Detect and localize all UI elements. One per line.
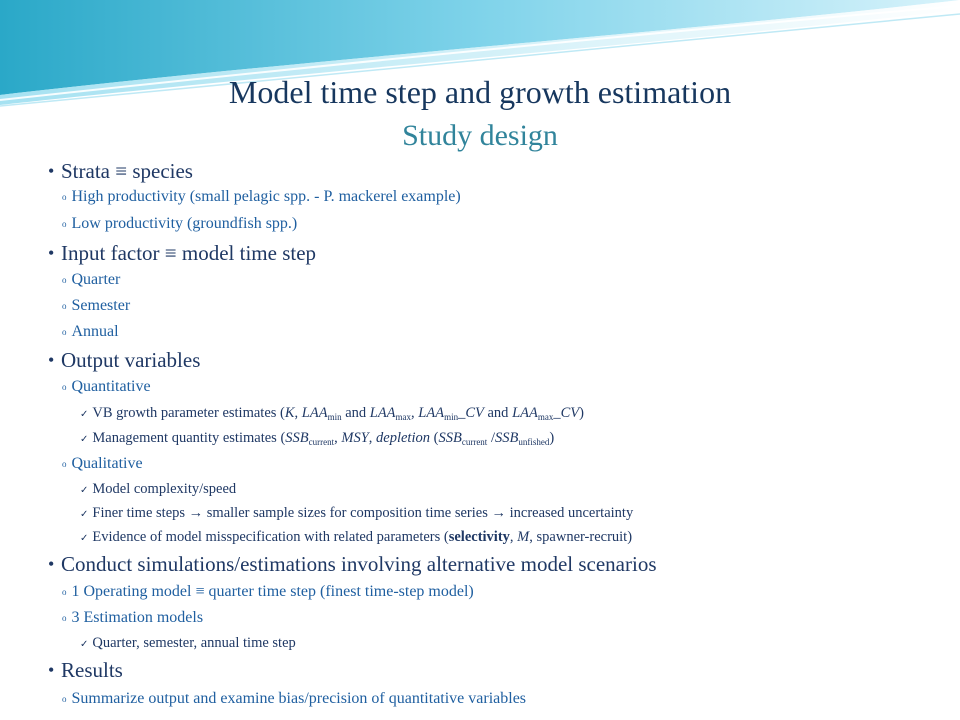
sub-bullet-annual: o Annual <box>62 323 119 340</box>
check-icon: ✓ <box>80 434 89 445</box>
sub-bullet-estimation-models: o 3 Estimation models <box>62 609 204 626</box>
sub-bullet-high-productivity: o High productivity (small pelagic spp. - P. mackerel example) <box>62 188 461 205</box>
check-item-finer-time-steps: ✓ Finer time steps → smaller sample sizes for composition time series → increased uncertainty <box>80 505 634 521</box>
bullet-conduct-simulations: • Conduct simulations/estimations involving alternative model scenarios <box>48 551 657 577</box>
bullet-strata: • Strata ≡ species <box>48 158 193 184</box>
slide-title: Model time step and growth estimation <box>228 74 732 110</box>
check-icon: ✓ <box>80 409 89 420</box>
sub-bullet-low-productivity: o Low productivity (groundfish spp.) <box>62 215 298 232</box>
right-arrow-icon: → <box>188 505 204 521</box>
bullet-input-factor: • Input factor ≡ model time step <box>48 240 316 266</box>
check-item-vb-growth: ✓ VB growth parameter estimates (K, $LAA_{min}$ and $LAA_{max}$, $LAA_{min}\_CV$ and $LAA_{max}\_CV$) <box>80 405 584 422</box>
bullet-output-variables: • Output variables <box>48 347 200 373</box>
bullet-results: • Results <box>48 657 123 683</box>
sub-bullet-qualitative: o Qualitative <box>62 455 143 472</box>
check-icon: ✓ <box>80 639 89 650</box>
check-item-model-misspecification: ✓ Evidence of model misspecification with related parameters (selectivity, M, spawner-recruit) <box>80 529 633 545</box>
check-icon: ✓ <box>80 509 89 520</box>
right-arrow-icon: → <box>491 505 506 521</box>
sub-bullet-quantitative: o Quantitative <box>62 378 151 395</box>
slide-subtitle: Study design <box>402 119 558 152</box>
sub-bullet-semester: o Semester <box>62 297 131 314</box>
sub-bullet-quarter: o Quarter <box>62 271 121 288</box>
sub-bullet-summarize-output: o Summarize output and examine bias/precision of quantitative variables <box>62 690 527 707</box>
check-item-model-complexity: ✓ Model complexity/speed <box>80 481 237 497</box>
sub-bullet-operating-model: o 1 Operating model ≡ quarter time step (finest time-step model) <box>62 583 474 600</box>
check-icon: ✓ <box>80 485 89 496</box>
check-icon: ✓ <box>80 533 89 544</box>
check-item-time-steps: ✓ Quarter, semester, annual time step <box>80 635 296 651</box>
check-item-management-quantity: ✓ Management quantity estimates ($SSB_{current}$, MSY, depletion ($SSB_{current}$ $/SSB_{unfished}$) <box>80 430 555 447</box>
